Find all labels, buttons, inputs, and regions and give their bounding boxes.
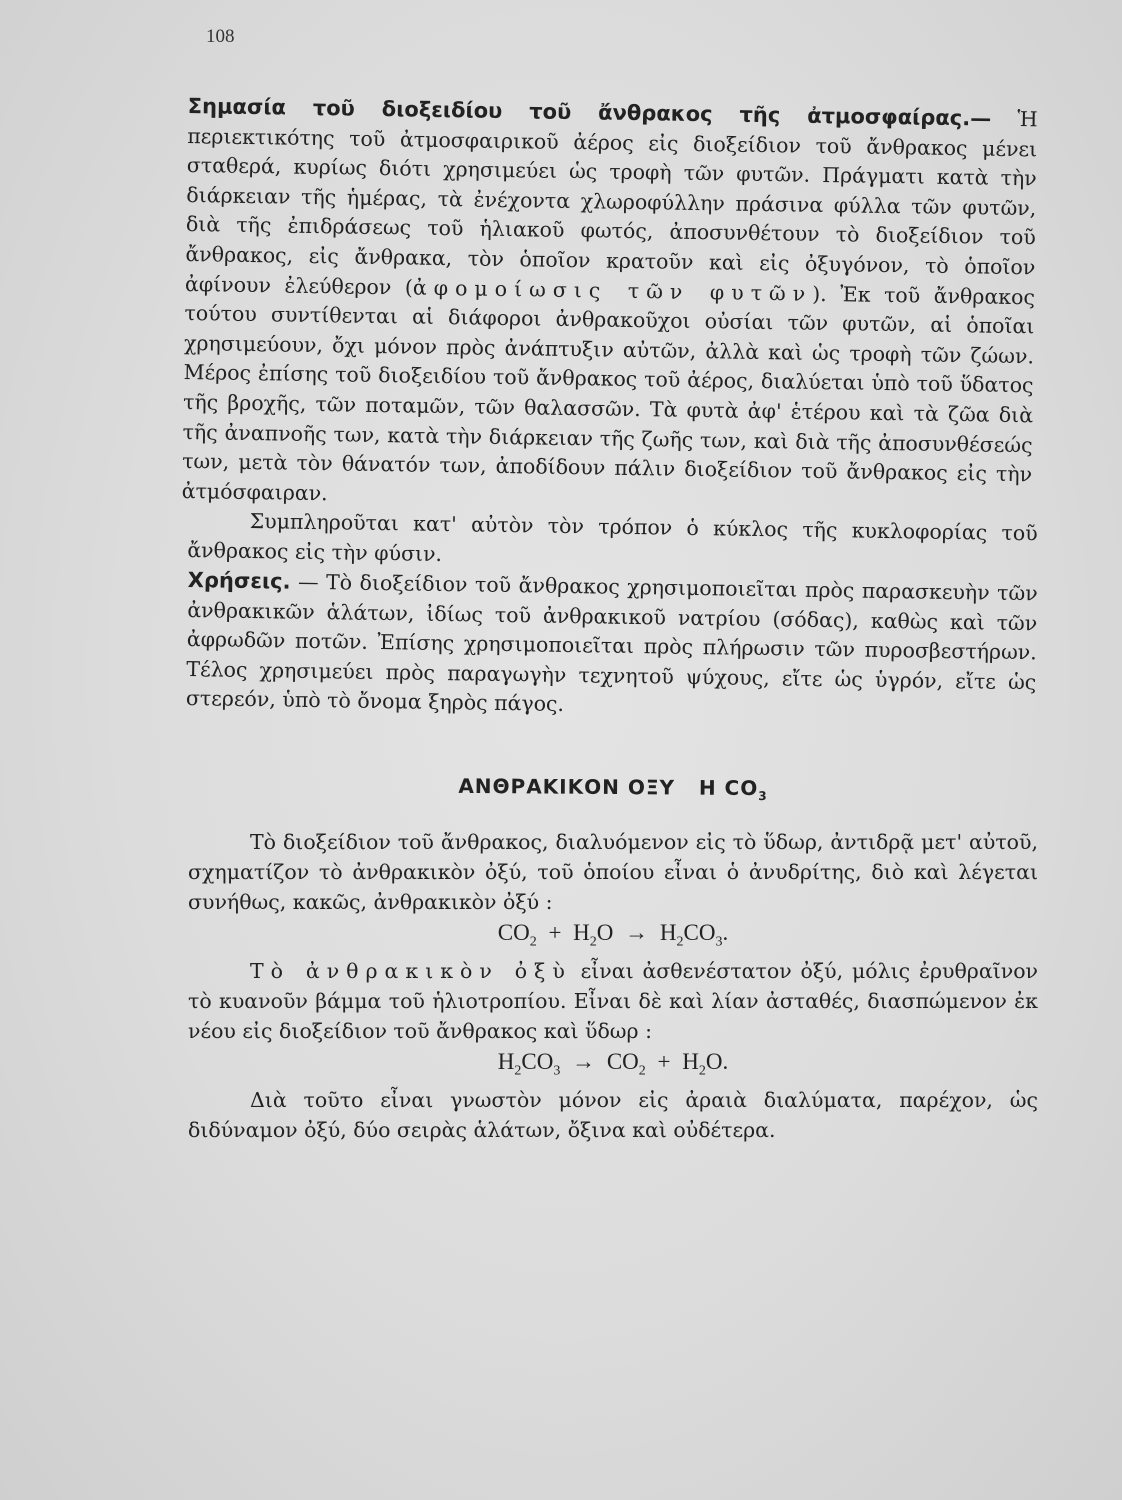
paragraph-carbon-cycle: Συμπληροῦται κατ' αὐτὸν τὸν τρόπον ὁ κύκλος τῆς κυκλοφορίας τοῦ ἄνθρακος εἰς τὴν φύσιν.	[187, 509, 1038, 566]
page-content	[181, 92, 1039, 1146]
paragraph-carbonic-acid-salts: Διὰ τοῦτο εἶναι γνωστὸν μόνον εἰς ἀραιὰ διαλύματα, παρέχον, ὡς διδύναμον ὀξύ, δύο σειρὰς ἁλάτων, ὄξινα καὶ οὐδέτερα.	[188, 1088, 1038, 1143]
uses-body: — Τὸ διοξείδιον τοῦ ἄνθρακος χρησιμοποιεῖται πρὸς παρασκευὴν τῶν ἀνθρακικῶν ἁλάτων, ἰδίως τοῦ ἀνθρακικοῦ νατρίου (σόδας), καθὼς καὶ τῶν ἀφρωδῶν ποτῶν. Ἐπίσης χρησιμοποιεῖται πρὸς πλήρωσιν τῶν πυροσβεστήρων. Τέλος χρησιμεύει πρὸς παραγωγὴν τεχνητοῦ ψύχους, εἴτε ὡς ὑγρόν, εἴτε ὡς στερεόν, ὑπὸ τὸ ὄνομα ξηρὸς πάγος.	[185, 569, 1038, 716]
eq1-h: H	[573, 919, 590, 945]
significance-body-end: ). Ἐκ τοῦ ἄνθρακος τούτου συντίθενται αἱ διάφοροι ἀνθρακοῦχοι οὐσίαι τῶν φυτῶν, αἱ ὁποῖαι χρησιμεύουν, ὄχι μόνον πρὸς ἀνάπτυξιν αὐτῶν, ἀλλὰ καὶ ὡς τροφὴ τῶν ζώων. Μέρος ἐπίσης τοῦ διοξειδίου τοῦ ἄνθρακος τοῦ ἀέρος, διαλύεται ὑπὸ τοῦ ὕδατος τῆς βροχῆς, τῶν ποταμῶν, τῶν θαλασσῶν. Τὰ φυτὰ ἀφ' ἑτέρου καὶ τὰ ζῶα διὰ τῆς ἀναπνοῆς των, κατὰ τὴν διάρκειαν τῆς ζωῆς των, καὶ διὰ τῆς ἀποσυνθέσεώς των, μετὰ τὸν θάνατόν των, ἀποδίδουν πάλιν διοξείδιον τοῦ ἄνθρακος εἰς τὴν ἀτμόσφαιραν.	[181, 281, 1036, 505]
heading-carbonic-acid	[188, 773, 1038, 806]
eq2-arrow: →	[572, 1048, 596, 1074]
eq1-co-sub: 2	[529, 934, 537, 950]
page-number: 108	[206, 26, 235, 47]
eq1-h-sub: 2	[589, 934, 597, 950]
heading-formula	[698, 776, 768, 804]
heading-text: ΑΝΘΡΑΚΙΚΟΝ ΟΞΥ	[458, 774, 676, 800]
eq1-period: .	[722, 919, 729, 945]
eq1-co: CO	[497, 919, 530, 945]
eq1-product-h: H	[659, 919, 677, 945]
significance-body-start: Ἡ περιεκτικότης τοῦ ἀτμοσφαιρικοῦ ἀέρος εἰς διοξείδιον τοῦ ἄνθρακος μένει σταθερά, κυρίως διότι χρησιμεύει ὡς τροφὴ τῶν φυτῶν. Πράγματι κατὰ τὴν διάρκειαν τῆς ἡμέρας, τὰ ἐνέχοντα χλωροφύλλην πράσινα φύλλα τῶν φυτῶν, διὰ τῆς ἐπιδράσεως τοῦ ἡλιακοῦ φωτός, ἀποσυνθέτουν τὸ διοξείδιον τοῦ ἄνθρακος, εἰς ἄνθρακα, τὸν ὁποῖον κρατοῦν καὶ εἰς ὀξυγόνον, τὸ ὁποῖον ἀφίνουν ἐλεύθερον (	[184, 107, 1038, 300]
paragraph-carbonic-acid-formation: Τὸ διοξείδιον τοῦ ἄνθρακος, διαλυόμενον εἰς τὸ ὕδωρ, ἀντιδρᾷ μετ' αὐτοῦ, σχηματίζον τὸ ἀνθρακικὸν ὀξύ, τοῦ ὁποίου εἶναι ὁ ἀνυδρίτης, διὸ καὶ λέγεται συνήθως, κακῶς, ἀνθρακικὸν ὀξύ :	[188, 830, 1038, 915]
eq2-co-sub: 3	[553, 1063, 561, 1079]
eq2-co: CO	[521, 1048, 554, 1074]
eq2-h-sub: 2	[514, 1063, 522, 1079]
section-title-significance: Σημασία τοῦ διοξειδίου τοῦ ἄνθρακος τῆς ἀτμοσφαίρας.—	[187, 93, 992, 131]
paragraph-uses	[186, 566, 1038, 727]
eq1-product-h-sub: 2	[676, 934, 684, 950]
eq1-o: O	[596, 919, 614, 945]
eq1-arrow: →	[625, 919, 649, 945]
heading-formula-h: H	[698, 776, 717, 801]
section-title-uses: Χρήσεις.	[187, 567, 291, 594]
heading-formula-sub: 3	[758, 789, 768, 804]
eq2-product-h-sub: 2	[698, 1063, 706, 1079]
paragraph-carbonic-acid-properties	[188, 957, 1038, 1046]
carbonic-acid-spaced-term: Τὸ ἀνθρακικὸν ὀξὺ	[250, 959, 572, 984]
eq2-product-co: CO	[606, 1048, 639, 1074]
eq2-plus: +	[657, 1048, 671, 1074]
eq1-product-co: CO	[683, 919, 716, 945]
eq1-product-co-sub: 3	[715, 934, 723, 950]
eq1-plus: +	[548, 919, 562, 945]
significance-spaced-term: ἀφομοίωσις τῶν φυτῶν	[412, 275, 813, 306]
eq2-h: H	[497, 1048, 515, 1074]
heading-formula-co: CO	[724, 776, 759, 801]
eq2-product-co-sub: 2	[638, 1063, 646, 1079]
equation-decomposition	[188, 1047, 1038, 1087]
paragraph-co2-significance	[181, 92, 1037, 520]
eq2-product-h: H	[682, 1048, 699, 1074]
spacer	[188, 802, 1038, 828]
equation-formation	[188, 918, 1038, 958]
carbonic-acid-properties-rest: εἶναι ἀσθενέστατον ὀξύ, μόλις ἐρυθραῖνον τὸ κυανοῦν βάμμα τοῦ ἡλιοτροπίου. Εἶναι δὲ καὶ λίαν ἀσταθές, διασπώμενον ἐκ νέου εἰς διοξείδιον τοῦ ἄνθρακος καὶ ὕδωρ :	[188, 959, 1039, 1044]
eq2-product-o: O.	[705, 1048, 729, 1074]
